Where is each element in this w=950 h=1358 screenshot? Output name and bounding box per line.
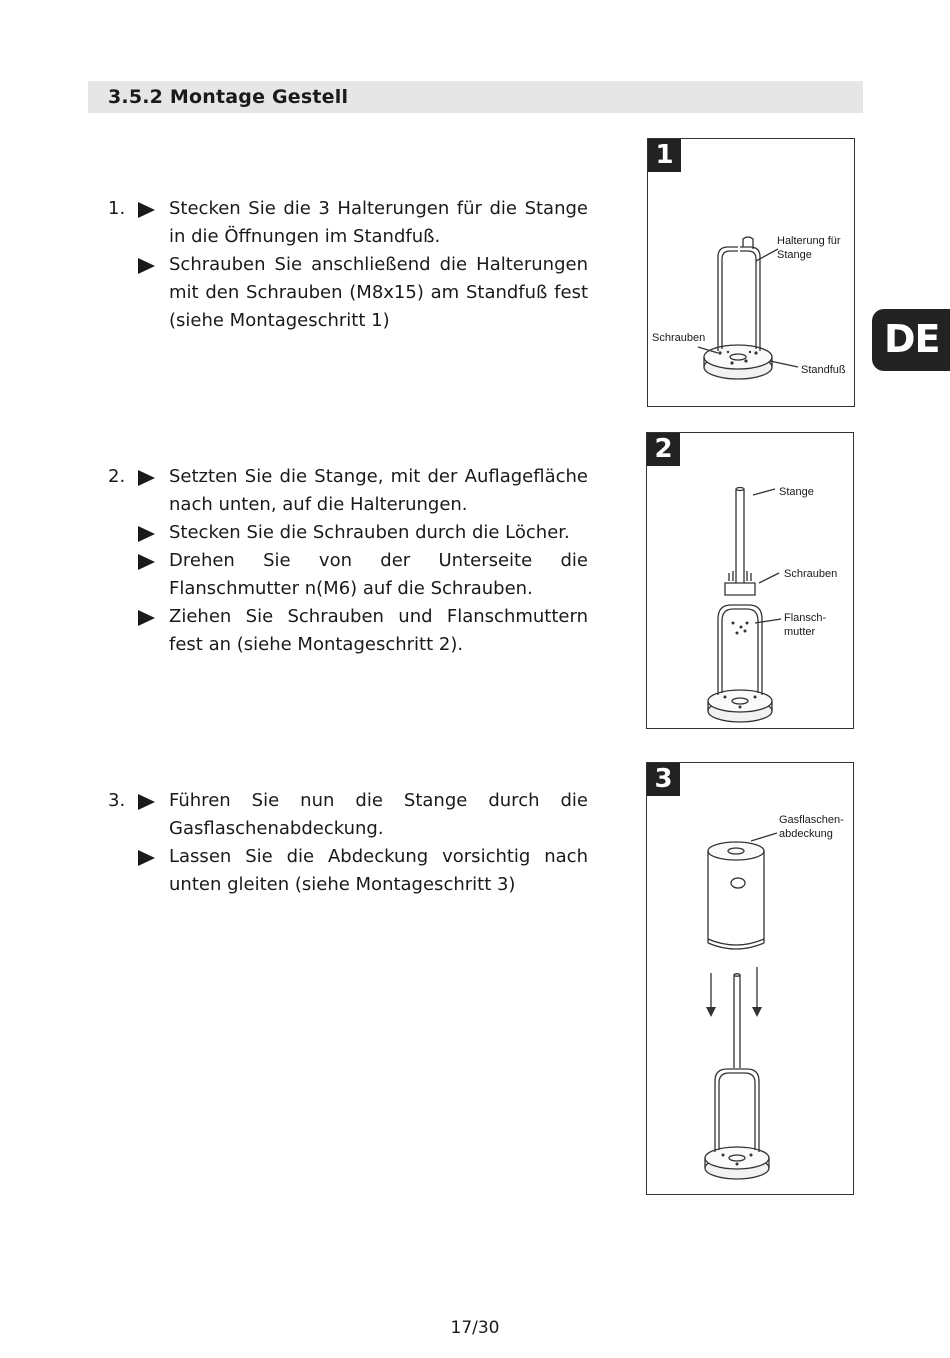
arrow-bullet-icon (138, 794, 155, 810)
step-item (108, 603, 588, 659)
section-header-bar (88, 81, 863, 113)
arrow-bullet-icon (138, 526, 155, 542)
language-tab-label: DE (884, 317, 940, 361)
step-item (108, 463, 588, 519)
figure-label (784, 611, 826, 639)
step-item-text: Schrauben Sie anschließend die Halterungen mit den Schrauben (M8x15) am Standfuß fest (siehe Montageschritt 1) (169, 254, 588, 331)
step-item-text: Stecken Sie die 3 Halterungen für die Stange in die Öffnungen im Standfuß. (169, 198, 588, 247)
step-item-text: Setzten Sie die Stange, mit der Auflagefläche nach unten, auf die Halterungen. (169, 466, 588, 515)
arrow-bullet-icon (138, 202, 155, 218)
figure-badge: 3 (647, 763, 680, 796)
step-item (108, 547, 588, 603)
step-number: 2. (108, 466, 126, 487)
figure-3 (646, 762, 854, 1195)
figure-label (777, 234, 841, 262)
arrow-bullet-icon (138, 258, 155, 274)
step-item (108, 519, 588, 547)
figure-label: Schrauben (652, 332, 706, 344)
figure-label: Stange (779, 486, 814, 498)
step-number: 3. (108, 790, 126, 811)
label-line: Gasflaschen- (779, 814, 844, 826)
step-item-text: Drehen Sie von der Unterseite die Flanschmutter n(M6) auf die Schrauben. (169, 550, 588, 599)
figure-badge: 2 (647, 433, 680, 466)
step-item-text: Ziehen Sie Schrauben und Flanschmuttern fest an (siehe Montageschritt 2). (169, 606, 588, 655)
step-item-text: Stecken Sie die Schrauben durch die Löcher. (169, 522, 570, 543)
arrow-bullet-icon (138, 554, 155, 570)
step-item (108, 843, 588, 899)
section-title: 3.5.2 Montage Gestell (108, 86, 349, 108)
arrow-bullet-icon (138, 610, 155, 626)
label-line: mutter (784, 626, 816, 638)
step-item (108, 787, 588, 843)
figure-2 (646, 432, 854, 729)
label-line: Stange (777, 249, 812, 261)
label-line: Flansch- (784, 612, 827, 624)
arrow-bullet-icon (138, 850, 155, 866)
step-3 (108, 787, 588, 899)
step-item-text: Lassen Sie die Abdeckung vorsichtig nach unten gleiten (siehe Montageschritt 3) (169, 846, 588, 895)
step-item-text: Führen Sie nun die Stange durch die Gasflaschenabdeckung. (169, 790, 588, 839)
figure-badge: 1 (648, 139, 681, 172)
step-item (108, 251, 588, 335)
label-line: abdeckung (779, 828, 833, 840)
figure-label (779, 813, 844, 841)
figure-label: Schrauben (784, 568, 838, 580)
language-tab (872, 309, 950, 371)
step-2 (108, 463, 588, 659)
step-item (108, 195, 588, 251)
page-number: 17/30 (450, 1318, 500, 1338)
figure-label: Standfuß (801, 364, 846, 376)
arrow-bullet-icon (138, 470, 155, 486)
step-number: 1. (108, 198, 126, 219)
label-line: Halterung für (777, 235, 841, 247)
step-1 (108, 195, 588, 335)
figure-1 (647, 138, 855, 407)
